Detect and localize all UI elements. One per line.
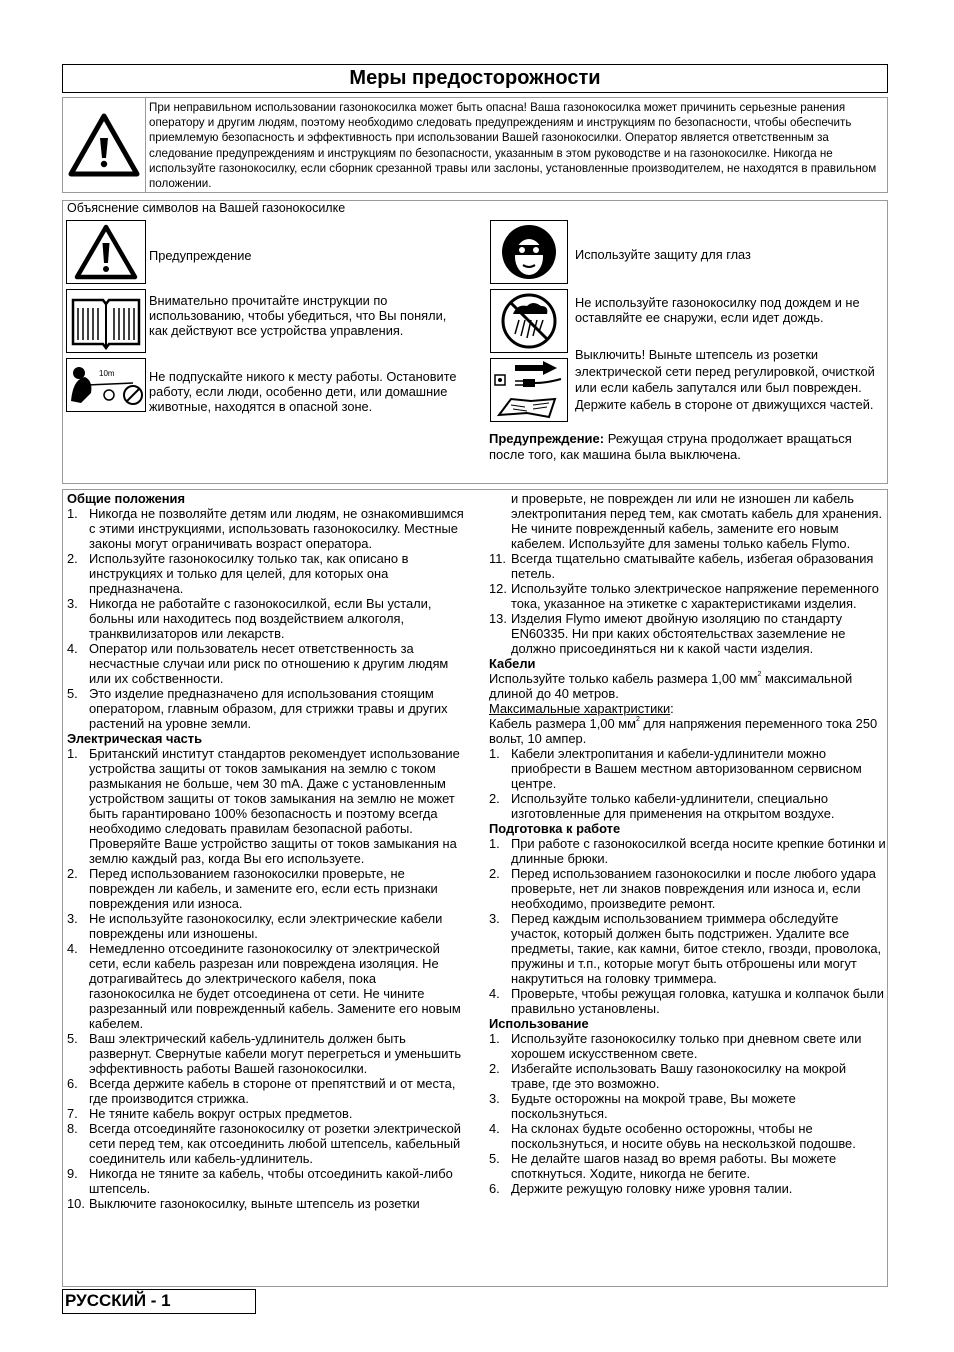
list-item bbox=[489, 581, 887, 611]
list-item bbox=[67, 866, 465, 911]
general-item-number: 2. bbox=[67, 551, 78, 566]
electrical-item-text: Ваш электрический кабель-удлинитель должен быть развернут. Свернутые кабели могут перегреться и уменьшить эффективность работы Вашей газонокосилки. bbox=[89, 1031, 462, 1076]
symbols-title: Объяснение символов на Вашей газонокосилке bbox=[67, 201, 346, 215]
list-item bbox=[67, 551, 465, 596]
prep-item-number: 2. bbox=[489, 866, 500, 881]
electrical-item-text: Британский институт стандартов рекомендует использование устройства защиты от токов замыкания на землю с током размыкания не больше, чем 30 mA. Даже с установленным устройством защиты от токов замыкания на землю не может быть гарантировано 100% безопасность и поэтому всегда необходимо следовать правилам безопасной работы. Проверяйте Ваше устройство защиты от токов замыкания на землю каждый раз, когда Вы его используете. bbox=[89, 746, 460, 866]
electrical-item-text: Всегда тщательно сматывайте кабель, избегая образования петель. bbox=[511, 551, 874, 581]
cables-heading: Кабели bbox=[489, 656, 536, 671]
electrical-item-number: 3. bbox=[67, 911, 78, 926]
list-item bbox=[489, 491, 887, 551]
prep-list bbox=[489, 836, 887, 1016]
use-heading: Использование bbox=[489, 1016, 589, 1031]
eye-protection-icon bbox=[491, 221, 567, 283]
electrical-cont-list bbox=[489, 551, 887, 656]
electrical-item-number: 7. bbox=[67, 1106, 78, 1121]
electrical-item-text: Всегда отсоединяйте газонокосилку от розетки электрической сети перед тем, как отсоединить любой штепсель, кабельный соединитель или кабель-удлинитель. bbox=[89, 1121, 461, 1166]
electrical-item-number: 2. bbox=[67, 866, 78, 881]
bystander-distance-icon bbox=[67, 359, 145, 411]
general-item-number: 3. bbox=[67, 596, 78, 611]
electrical-item-text: Не используйте газонокосилку, если электрические кабели повреждены или изношены. bbox=[89, 911, 443, 941]
list-item bbox=[489, 911, 887, 986]
list-item bbox=[67, 1166, 465, 1196]
electrical-item-number: 10. bbox=[67, 1196, 85, 1211]
prep-item-text: При работе с газонокосилкой всегда носите крепкие ботинки и длинные брюки. bbox=[511, 836, 886, 866]
safety-instructions bbox=[62, 489, 888, 1287]
general-item-text: Используйте газонокосилку только так, как описано в инструкциях и только для целей, для которых она предназначена. bbox=[89, 551, 409, 596]
list-item bbox=[67, 941, 465, 1031]
general-list bbox=[67, 506, 465, 731]
cables-text: Используйте только кабель размера 1,00 $мм^2$ максимальной длиной до 40 метров. bbox=[489, 671, 853, 701]
electrical-item-text: Изделия Flymo имеют двойную изоляцию по стандарту EN60335. Ни при каких обстоятельствах заземление не должно присоединяться ни к какой части изделия. bbox=[511, 611, 846, 656]
electrical-item-10-continuation: и проверьте, не поврежден ли или не изношен ли кабель электропитания перед тем, как смотать кабель для хранения. Не чините поврежденный кабель, замените его новым кабелем. Используйте для замены только кабель Flymo. bbox=[511, 491, 883, 551]
page-title: Меры предосторожности bbox=[62, 64, 888, 93]
prep-item-text: Проверьте, чтобы режущая головка, катушка и колпачок были правильно установлены. bbox=[511, 986, 884, 1016]
read-manual-label: Внимательно прочитайте инструкции по использованию, чтобы убедиться, что Вы поняли, как действуют все устройства управления. bbox=[149, 293, 447, 339]
electrical-item-number: 8. bbox=[67, 1121, 78, 1136]
electrical-item-text: Не тяните кабель вокруг острых предметов. bbox=[89, 1106, 353, 1121]
prep-item-number: 3. bbox=[489, 911, 500, 926]
warning-triangle-icon bbox=[63, 98, 145, 192]
no-rain-symbol bbox=[490, 289, 568, 353]
list-item bbox=[489, 1061, 887, 1091]
rotating-string-warning bbox=[489, 431, 885, 463]
distance-label: 10m bbox=[99, 369, 115, 378]
list-item bbox=[67, 1076, 465, 1106]
no-rain-icon bbox=[491, 290, 567, 352]
list-item bbox=[67, 1196, 465, 1211]
keep-away-symbol bbox=[66, 358, 146, 412]
use-item-number: 3. bbox=[489, 1091, 500, 1106]
rotating-warning-text: Режущая струна продолжает вращаться после того, как машина была выключена. bbox=[489, 431, 852, 462]
use-item-text: Не делайте шагов назад во время работы. Вы можете споткнуться. Ходите, никогда не бегите. bbox=[511, 1151, 837, 1181]
electrical-item-text: Немедленно отсоедините газонокосилку от электрической сети, если кабель разрезан или повреждена изоляция. Не дотрагивайтесь до электрического кабеля, пока газонокосилка не будет отсоединена от сети. Не чините разрезанный или поврежденный кабель. Замените его новым кабелем. bbox=[89, 941, 461, 1031]
prep-item-text: Перед каждым использованием триммера обследуйте участок, который должен быть подстрижен. Удалите все предметы, такие, как камни, битое стекло, гвозди, проволока, пружины и т.п., которые могут быть отброшены или могут накрутиться на головку триммера. bbox=[511, 911, 882, 986]
unplug-symbol bbox=[490, 358, 568, 422]
list-item bbox=[67, 1031, 465, 1076]
electrical-item-number: 13. bbox=[489, 611, 507, 626]
cables-list bbox=[489, 746, 887, 821]
list-item bbox=[67, 686, 465, 731]
electrical-item-text: Выключите газонокосилку, выньте штепсель из розетки bbox=[89, 1196, 420, 1211]
use-item-text: Избегайте использовать Вашу газонокосилку на мокрой траве, где это возможно. bbox=[511, 1061, 847, 1091]
list-item bbox=[489, 791, 887, 821]
list-item bbox=[489, 866, 887, 911]
use-item-number: 5. bbox=[489, 1151, 500, 1166]
electrical-item-text: Никогда не тяните за кабель, чтобы отсоединить какой-либо штепсель. bbox=[89, 1166, 453, 1196]
use-item-text: Держите режущую головку ниже уровня талии. bbox=[511, 1181, 793, 1196]
use-item-text: Используйте газонокосилку только при дневном свете или хорошем искусственном свете. bbox=[511, 1031, 862, 1061]
cables-item-text: Используйте только кабели-удлинители, специально изготовленные для применения на открытом воздухе. bbox=[511, 791, 835, 821]
use-item-text: На склонах будьте особенно осторожны, чтобы не поскользнуться, и носите обувь на нескользкой подошве. bbox=[511, 1121, 856, 1151]
electrical-item-number: 9. bbox=[67, 1166, 78, 1181]
electrical-item-number: 12. bbox=[489, 581, 507, 596]
general-item-text: Это изделие предназначено для использования стоящим оператором, главным образом, для стрижки травы и других растений на уровне земли. bbox=[89, 686, 448, 731]
use-item-number: 4. bbox=[489, 1121, 500, 1136]
warning-symbol bbox=[66, 220, 146, 284]
prep-item-text: Перед использованием газонокосилки и после любого удара проверьте, нет ли знаков повреждения или износа и, если необходимо, произведите ремонт. bbox=[511, 866, 876, 911]
electrical-item-text: Используйте только электрическое напряжение переменного тока, указанное на этикетке с характеристиками изделия. bbox=[511, 581, 879, 611]
warning-icon-cell bbox=[63, 98, 146, 192]
list-item bbox=[489, 611, 887, 656]
list-item bbox=[67, 506, 465, 551]
list-item bbox=[489, 746, 887, 791]
list-item bbox=[67, 1106, 465, 1121]
electrical-item-text: Перед использованием газонокосилки проверьте, не поврежден ли кабель, и замените его, если есть признаки повреждения или износа. bbox=[89, 866, 438, 911]
electrical-item-number: 11. bbox=[489, 551, 506, 566]
list-item bbox=[489, 836, 887, 866]
list-item bbox=[67, 596, 465, 641]
list-item bbox=[489, 986, 887, 1016]
page-footer-language: РУССКИЙ - 1 bbox=[62, 1289, 256, 1314]
electrical-heading: Электрическая часть bbox=[67, 731, 203, 746]
symbols-section bbox=[62, 200, 888, 484]
eye-protection-label: Используйте защиту для глаз bbox=[575, 247, 751, 262]
electrical-item-number: 6. bbox=[67, 1076, 78, 1091]
prep-item-number: 1. bbox=[489, 836, 500, 851]
general-heading: Общие положения bbox=[67, 491, 185, 506]
electrical-list bbox=[67, 746, 465, 1211]
list-item bbox=[67, 641, 465, 686]
max-text: Кабель размера 1,00 $мм^2$ для напряжения переменного тока 250 вольт, 10 ампер. bbox=[489, 716, 878, 746]
open-book-icon bbox=[67, 290, 145, 352]
max-heading: Максимальные характристики: bbox=[489, 701, 674, 716]
use-item-text: Будьте осторожны на мокрой траве, Вы можете поскользнуться. bbox=[511, 1091, 796, 1121]
general-item-number: 4. bbox=[67, 641, 78, 656]
electrical-item-number: 4. bbox=[67, 941, 78, 956]
cables-item-text: Кабели электропитания и кабели-удлинители можно приобрести в Вашем местном авторизованном сервисном центре. bbox=[511, 746, 862, 791]
cables-item-number: 2. bbox=[489, 791, 500, 806]
prep-heading: Подготовка к работе bbox=[489, 821, 621, 836]
general-item-number: 5. bbox=[67, 686, 78, 701]
warning-symbol-label: Предупреждение bbox=[149, 248, 252, 263]
keep-away-label: Не подпускайте никого к месту работы. Остановите работу, если люди, особенно дети, или домашние животные, находятся в опасной зоне. bbox=[149, 369, 457, 415]
electrical-item-text: Всегда держите кабель в стороне от препятствий и от места, где производится стрижка. bbox=[89, 1076, 456, 1106]
use-item-number: 1. bbox=[489, 1031, 500, 1046]
list-item bbox=[67, 746, 465, 866]
use-item-number: 6. bbox=[489, 1181, 500, 1196]
warning-triangle-icon bbox=[67, 221, 145, 283]
read-manual-symbol bbox=[66, 289, 146, 353]
general-item-number: 1. bbox=[67, 506, 78, 521]
eye-protection-symbol bbox=[490, 220, 568, 284]
prep-item-number: 4. bbox=[489, 986, 500, 1001]
unplug-label: Выключить! Выньте штепсель из розетки электрической сети перед регулировкой, очисткой или если кабель запутался или был поврежден. Держите кабель в стороне от движущихся частей. bbox=[575, 347, 875, 412]
no-rain-label: Не используйте газонокосилку под дождем и не оставляйте ее снаружи, если идет дождь. bbox=[575, 295, 860, 326]
unplug-icon bbox=[491, 359, 567, 421]
use-item-number: 2. bbox=[489, 1061, 500, 1076]
intro-warning-text: При неправильном использовании газонокосилка может быть опасна! Ваша газонокосилка может причинить серьезные ранения оператору и другим людям, поэтому необходимо следовать предупреждениям и инструкциям по безопасности, чтобы обеспечить приемлемую безопасность и эффективность при использовании Вашей газонокосилки. Оператор является ответственным за следование предупреждениям и инструкциям по безопасности, указанным в этом руководстве и на газонокосилке. Никогда не используйте газонокосилку, если сборник срезанной травы или заслоны, установленные производителем, не находятся в правильном положении. bbox=[149, 101, 877, 191]
general-item-text: Никогда не позволяйте детям или людям, не ознакомившимся с этими инструкциями, использовать газонокосилку. Местные законы могут ограничивать возраст оператора. bbox=[89, 506, 464, 551]
list-item bbox=[489, 1151, 887, 1181]
list-item bbox=[489, 1031, 887, 1061]
electrical-item-number: 5. bbox=[67, 1031, 78, 1046]
list-item bbox=[489, 1091, 887, 1121]
list-item bbox=[489, 1121, 887, 1151]
right-column bbox=[489, 491, 887, 1196]
electrical-item-number: 1. bbox=[67, 746, 78, 761]
list-item bbox=[489, 551, 887, 581]
list-item bbox=[67, 911, 465, 941]
list-item bbox=[489, 1181, 887, 1196]
general-item-text: Оператор или пользователь несет ответственность за несчастные случаи или риск по отношению к другим людям или их собственности. bbox=[89, 641, 449, 686]
list-item bbox=[67, 1121, 465, 1166]
cables-item-number: 1. bbox=[489, 746, 500, 761]
left-column bbox=[67, 491, 465, 1211]
use-list bbox=[489, 1031, 887, 1196]
general-item-text: Никогда не работайте с газонокосилкой, если Вы устали, больны или находитесь под воздействием алкоголя, транквилизаторов или лекарств. bbox=[89, 596, 432, 641]
rotating-warning-label: Предупреждение: bbox=[489, 431, 605, 446]
intro-warning-box bbox=[62, 97, 888, 193]
